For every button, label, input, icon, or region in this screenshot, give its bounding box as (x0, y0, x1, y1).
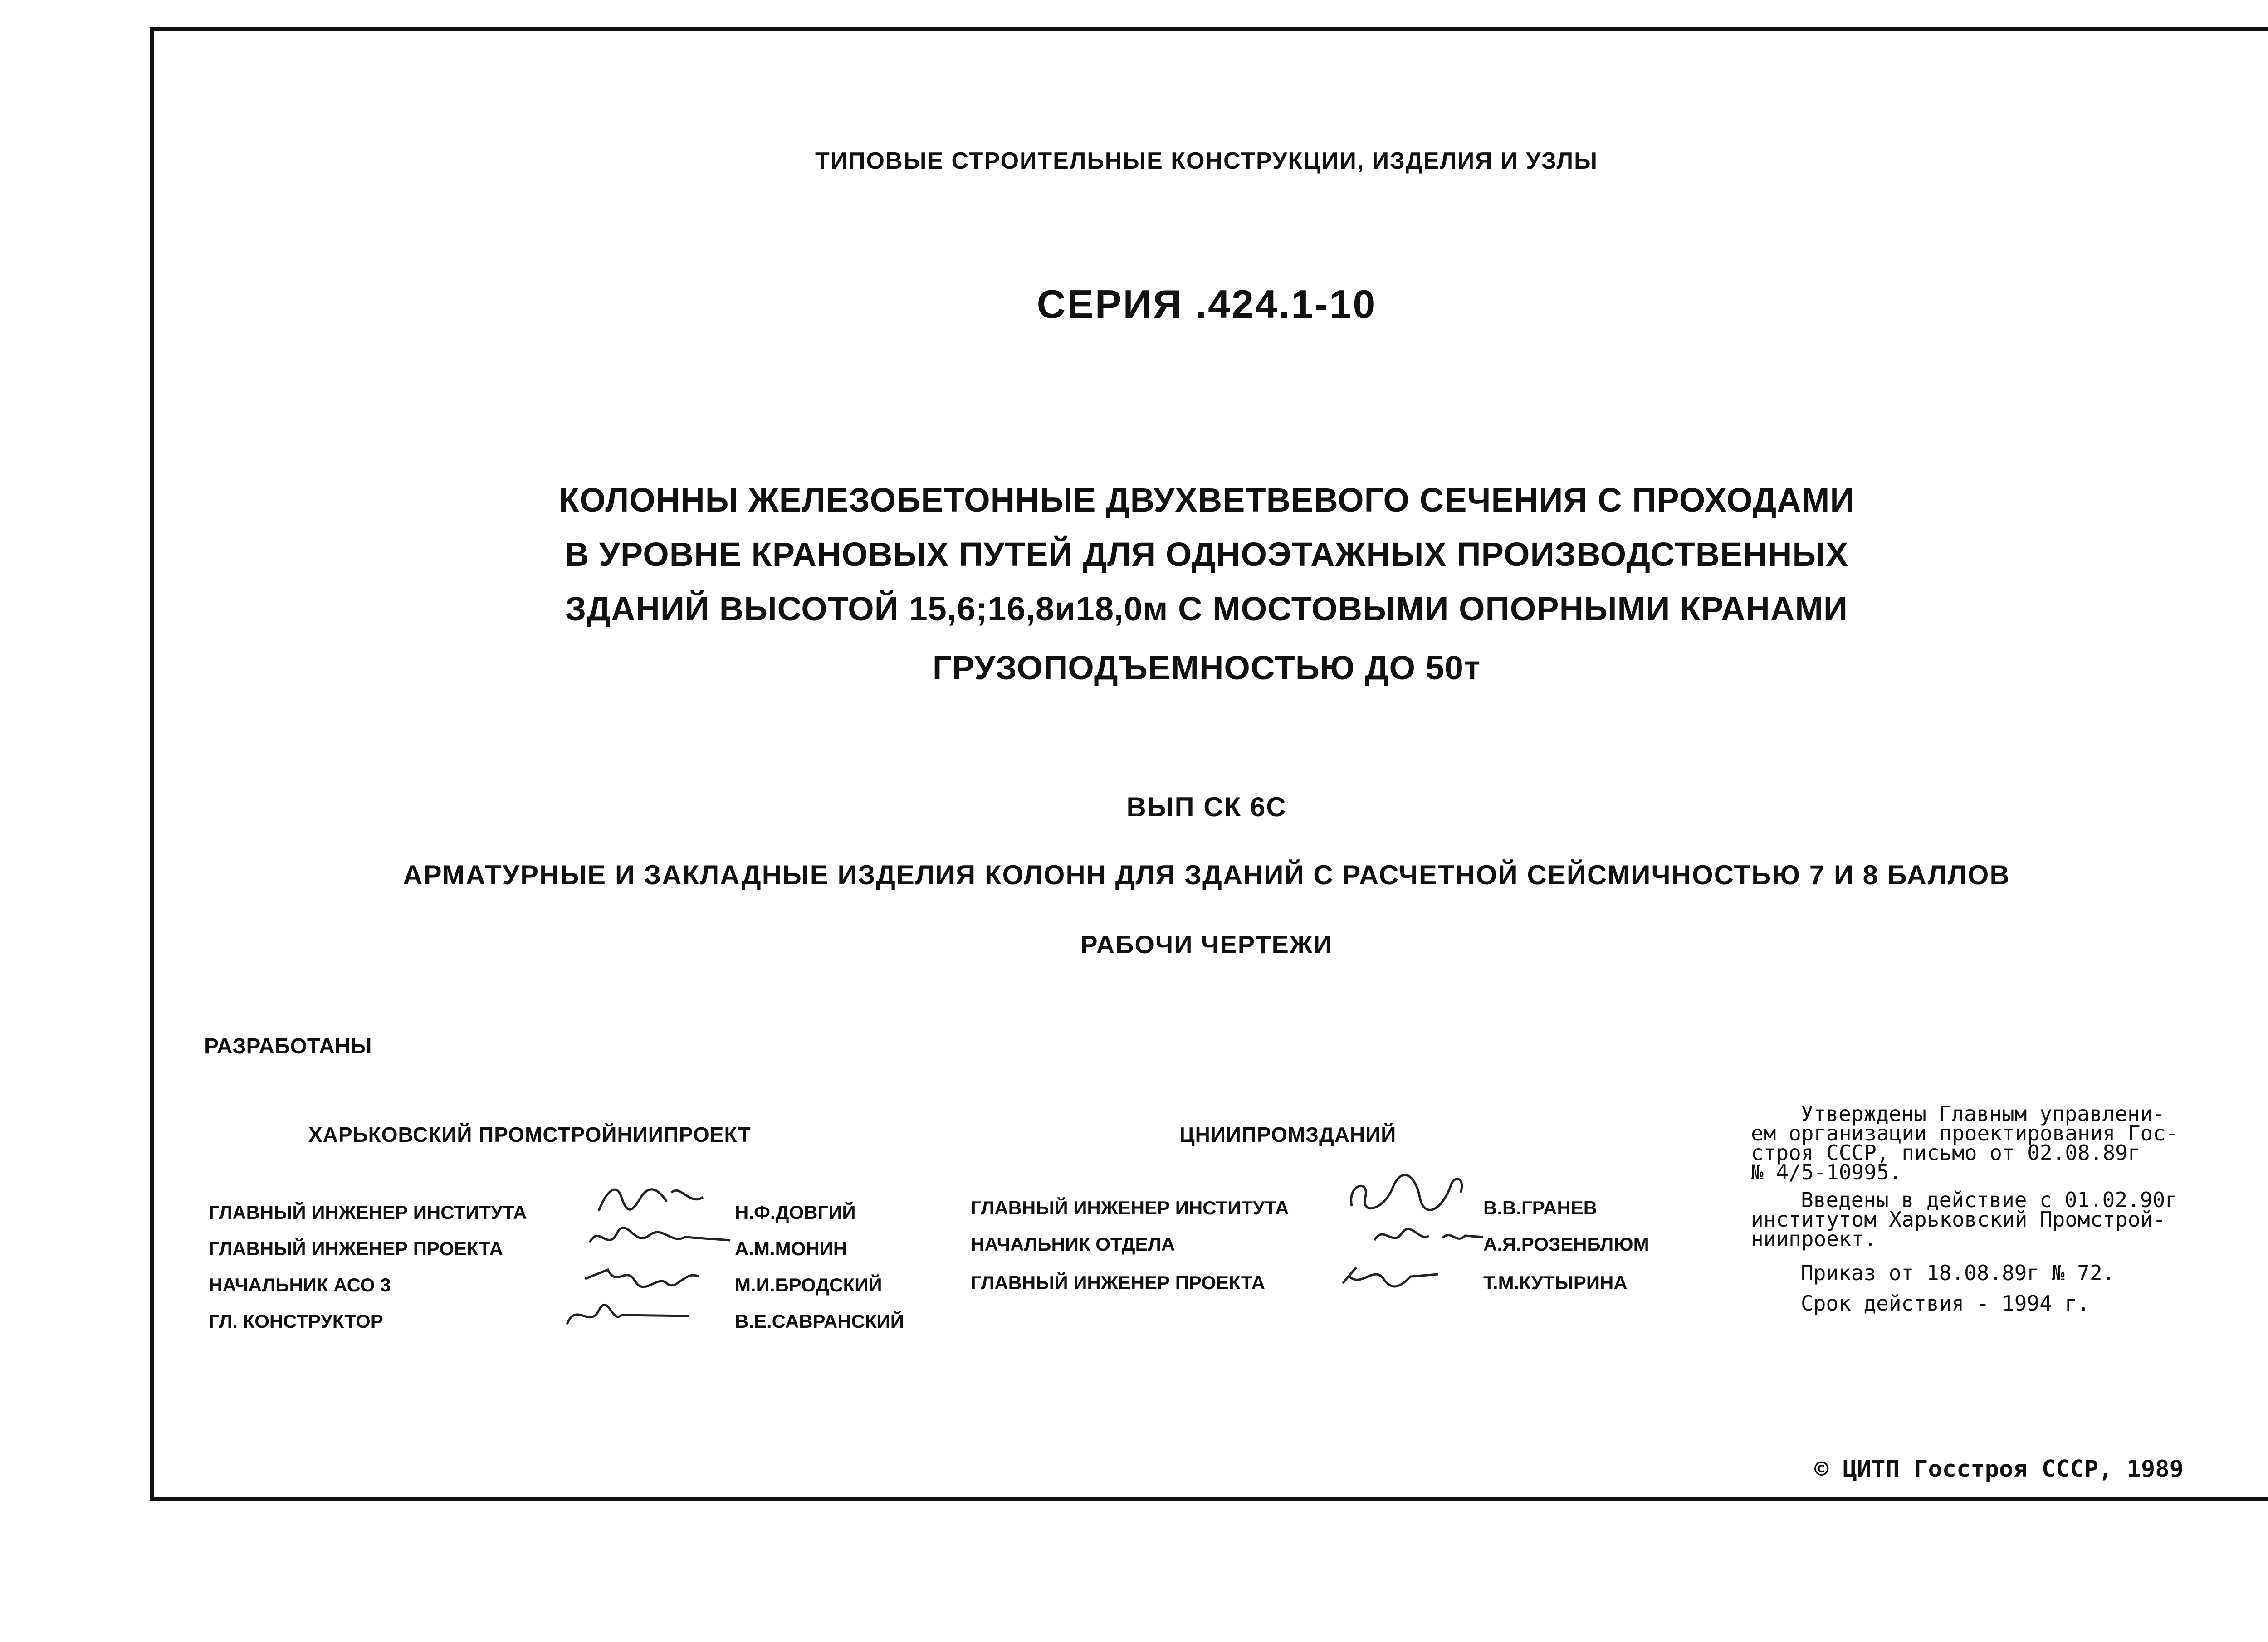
org-left-person: А.М.МОНИН (735, 1238, 847, 1259)
signature-monin (585, 1220, 735, 1256)
series-number: СЕРИЯ .424.1-10 (1036, 282, 1377, 326)
org-left-person: М.И.БРОДСКИЙ (735, 1274, 882, 1296)
org-left-position: ГЛ. КОНСТРУКТОР (209, 1311, 383, 1332)
org-right-person: А.Я.РОЗЕНБЛЮМ (1483, 1233, 1649, 1255)
title-line-2: В УРОВНЕ КРАНОВЫХ ПУТЕЙ ДЛЯ ОДНОЭТАЖНЫХ ПРОИЗВОДСТВЕННЫХ (564, 536, 1849, 573)
org-right-person: В.В.ГРАНЕВ (1483, 1197, 1598, 1218)
org-left-position: НАЧАЛЬНИК АСО 3 (209, 1274, 391, 1296)
approval-line: Введены в действие с 01.02.90г (1801, 1188, 2178, 1212)
signature-granev (1343, 1170, 1479, 1220)
org-left-person: В.Е.САВРАНСКИЙ (735, 1311, 904, 1332)
copyright: © ЦИТП Госстроя СССР, 1989 (1814, 1456, 2184, 1483)
approval-line: Утверждены Главным управлени- (1801, 1101, 2165, 1126)
approval-block (1751, 1101, 2178, 1316)
org-right-person: Т.М.КУТЫРИНА (1483, 1272, 1628, 1293)
org-left-name: ХАРЬКОВСКИЙ ПРОМСТРОЙНИИПРОЕКТ (308, 1123, 751, 1146)
issue-number: ВЫП СК 6С (1126, 792, 1287, 822)
title-line-4: ГРУЗОПОДЪЕМНОСТЬЮ ДО 50т (932, 649, 1481, 687)
org-right-position: ГЛАВНЫЙ ИНЖЕНЕР ИНСТИТУТА (971, 1197, 1289, 1218)
org-right-position: НАЧАЛЬНИК ОТДЕЛА (971, 1233, 1175, 1255)
approval-line: Приказ от 18.08.89г № 72. (1801, 1261, 2115, 1285)
org-right-position: ГЛАВНЫЙ ИНЖЕНЕР ПРОЕКТА (971, 1272, 1266, 1293)
org-left-person: Н.Ф.ДОВГИЙ (735, 1202, 856, 1223)
signature-rozenblum (1370, 1220, 1488, 1252)
developed-label: РАЗРАБОТАНЫ (204, 1034, 372, 1058)
approval-line: строя СССР, письмо от 02.08.89г (1751, 1140, 2141, 1165)
approval-line: № 4/5-10995. (1751, 1160, 1902, 1184)
approval-line: ем организации проектирования Гос- (1751, 1121, 2178, 1145)
org-left-position: ГЛАВНЫЙ ИНЖЕНЕР ПРОЕКТА (209, 1238, 503, 1259)
title-line-1: КОЛОННЫ ЖЕЛЕЗОБЕТОННЫЕ ДВУХВЕТВЕВОГО СЕЧЕНИЯ С ПРОХОДАМИ (558, 481, 1855, 519)
signature-kutyrina (1338, 1261, 1447, 1292)
series-heading: ТИПОВЫЕ СТРОИТЕЛЬНЫЕ КОНСТРУКЦИИ, ИЗДЕЛИЯ И УЗЛЫ (815, 148, 1598, 174)
working-drawings: РАБОЧИ ЧЕРТЕЖИ (1080, 930, 1333, 959)
approval-line: институтом Харьковский Промстрой- (1751, 1207, 2165, 1232)
signature-dovgiy (590, 1179, 726, 1220)
org-right-name: ЦНИИПРОМЗДАНИЙ (1179, 1123, 1397, 1146)
issue-description: АРМАТУРНЫЕ И ЗАКЛАДНЫЕ ИЗДЕЛИЯ КОЛОНН ДЛЯ ЗДАНИЙ С РАСЧЕТНОЙ СЕЙСМИЧНОСТЬЮ 7 И 8 БАЛЛОВ (403, 860, 2010, 890)
signature-brodskiy (581, 1261, 708, 1297)
title-line-3: ЗДАНИЙ ВЫСОТОЙ 15,6;16,8и18,0м С МОСТОВЫМИ ОПОРНЫМИ КРАНАМИ (565, 590, 1848, 628)
approval-line: ниипроект. (1751, 1227, 1877, 1251)
org-left-position: ГЛАВНЫЙ ИНЖЕНЕР ИНСТИТУТА (209, 1202, 527, 1223)
approval-line: Срок действия - 1994 г. (1801, 1291, 2090, 1316)
signature-savranskiy (558, 1297, 694, 1333)
